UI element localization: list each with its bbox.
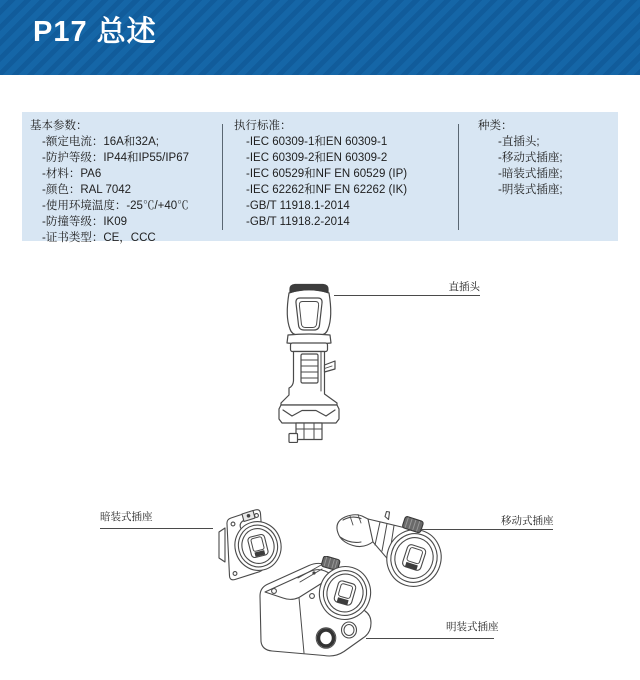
basic-param-item: -材料：PA6 xyxy=(42,168,102,180)
standard-item: -IEC 62262和NF EN 62262 (IK) xyxy=(246,184,408,196)
basic-params-column xyxy=(30,118,220,246)
plug-label: 直插头 xyxy=(448,281,480,293)
type-item: -直插头; xyxy=(498,136,540,148)
standard-item: -IEC 60529和NF EN 60529 (IP) xyxy=(246,168,408,180)
standard-item: -IEC 60309-2和EN 60309-2 xyxy=(246,152,388,164)
standard-item: -IEC 60309-1和EN 60309-1 xyxy=(246,136,388,148)
mobile-socket-label: 移动式插座 xyxy=(501,515,554,527)
plug-leader-line xyxy=(334,295,480,296)
basic-params-title: 基本参数： xyxy=(30,120,88,132)
standards-title: 执行标准： xyxy=(234,120,292,132)
page-header-banner xyxy=(0,0,640,75)
page-title: P17 总述 xyxy=(33,16,157,48)
types-list xyxy=(478,134,613,198)
flush-socket-label: 暗装式插座 xyxy=(100,511,153,523)
standards-list xyxy=(234,134,454,230)
mobile-socket-leader-line xyxy=(420,529,553,530)
type-item: -明装式插座; xyxy=(498,184,563,196)
basic-param-item: -使用环境温度：-25℃/+40℃ xyxy=(42,200,189,212)
basic-param-item: -颜色：RAL 7042 xyxy=(42,184,132,196)
flush-socket-leader-line xyxy=(100,528,213,529)
basic-param-item: -防护等级：IP44和IP55/IP67 xyxy=(42,152,189,164)
type-item: -移动式插座; xyxy=(498,152,563,164)
surface-socket-leader-line xyxy=(366,638,494,639)
standards-column xyxy=(234,118,454,230)
type-item: -暗装式插座; xyxy=(498,168,563,180)
straight-plug-drawing xyxy=(276,283,344,443)
plug-grip-dome xyxy=(287,290,331,335)
standard-item: -GB/T 11918.1-2014 xyxy=(246,200,350,212)
surface-socket-label: 明装式插座 xyxy=(446,621,499,633)
column-divider xyxy=(222,124,223,230)
basic-param-item: -防撞等级：IK09 xyxy=(42,216,127,228)
column-divider xyxy=(458,124,459,230)
types-column xyxy=(478,118,613,198)
types-title: 种类： xyxy=(478,120,513,132)
surface-socket-drawing xyxy=(252,556,377,658)
standard-item: -GB/T 11918.2-2014 xyxy=(246,216,350,228)
info-panel xyxy=(22,112,618,244)
basic-param-item: -额定电流：16A和32A; xyxy=(42,136,159,148)
basic-params-list xyxy=(30,134,220,246)
basic-param-item: -证书类型：CE，CCC xyxy=(42,232,156,244)
